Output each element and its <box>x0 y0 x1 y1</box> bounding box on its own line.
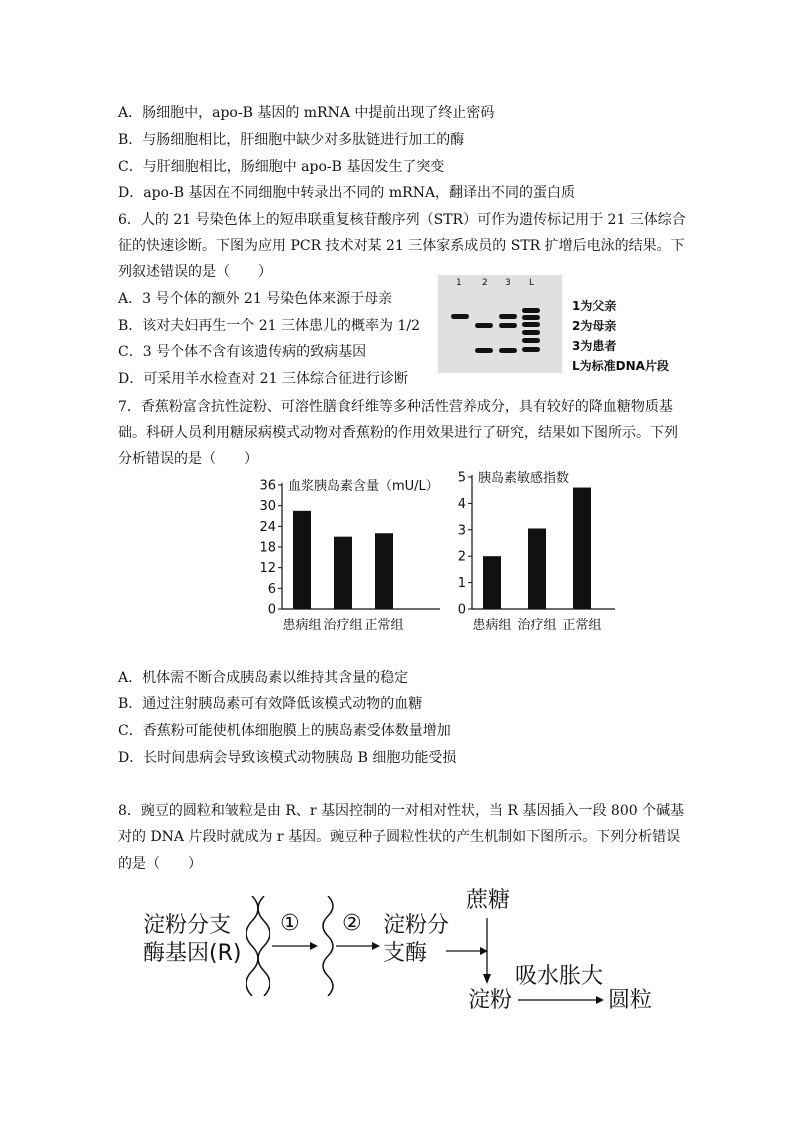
chart-title: 胰岛素敏感指数 <box>478 471 570 486</box>
bar <box>528 528 546 609</box>
sucrose-label: 蔗糖 <box>466 888 511 913</box>
gel-band <box>499 314 517 319</box>
gel-legend-ladder: L为标准DNA片段 <box>572 359 669 373</box>
arrow-right-icon <box>270 940 320 952</box>
x-tick-label: 治疗组 <box>323 618 363 633</box>
dna-double-helix-icon <box>246 896 270 996</box>
bar <box>293 511 311 609</box>
q6-stem-line-2: 征的快速诊断。下图为应用 PCR 技术对某 21 三体家系成员的 STR 扩增后电泳的结果。下 <box>118 238 685 254</box>
q7-stem-line-1: 7．香蕉粉富含抗性淀粉、可溶性膳食纤维等多种活性营养成分，具有较好的降血糖物质基 <box>118 399 673 415</box>
q7-stem-line-2: 础。科研人员利用糖尿病模式动物对香蕉粉的作用效果进行了研究，结果如下图所示。下列 <box>118 425 678 441</box>
gel-band <box>475 348 493 353</box>
gel-legend-father: 1为父亲 <box>572 299 617 313</box>
y-tick-label: 6 <box>267 581 276 597</box>
q6-option-a: A．3 号个体的额外 21 号染色体来源于母亲 <box>118 291 393 307</box>
q8-stem-line-2: 对的 DNA 片段时就成为 r 基因。豌豆种子圆粒性状的产生机制如下图所示。下列分析错误 <box>118 829 681 845</box>
bar <box>334 537 352 609</box>
starch-label: 淀粉 <box>468 988 513 1013</box>
bar <box>573 488 591 609</box>
step-2-label: ② <box>342 911 362 936</box>
insulin-content-chart <box>250 468 450 643</box>
y-tick-label: 5 <box>457 470 466 486</box>
ladder-band <box>522 308 540 313</box>
q5-option-b: B．与肠细胞相比，肝细胞中缺少对多肽链进行加工的酶 <box>118 132 465 148</box>
bar <box>483 556 501 609</box>
enzyme-label <box>383 912 449 968</box>
round-seed-label: 圆粒 <box>608 988 653 1013</box>
q8-stem-line-1: 8．豌豆的圆粒和皱粒是由 R、r 基因控制的一对相对性状，当 R 基因插入一段 800 个碱基 <box>118 803 685 819</box>
x-tick-label: 正常组 <box>562 618 602 633</box>
x-tick-label: 正常组 <box>364 618 404 633</box>
lane-label-3: 3 <box>505 278 511 288</box>
electrophoresis-gel <box>438 275 562 373</box>
gel-band <box>451 314 469 319</box>
ladder-band <box>522 315 540 320</box>
x-tick-label: 治疗组 <box>517 618 557 633</box>
q5-option-d: D．apo-B 基因在不同细胞中转录出不同的 mRNA，翻译出不同的蛋白质 <box>118 185 576 201</box>
x-tick-label: 患病组 <box>282 618 322 633</box>
y-tick-label: 0 <box>457 602 466 618</box>
ladder-band <box>522 347 540 352</box>
q5-option-c: C．与肝细胞相比，肠细胞中 apo-B 基因发生了突变 <box>118 159 445 175</box>
swell-label: 吸水胀大 <box>515 964 604 989</box>
q6-option-d: D．可采用羊水检查对 21 三体综合征进行诊断 <box>118 371 408 387</box>
q7-stem-line-3: 分析错误的是（ ） <box>118 451 258 467</box>
gel-legend-mother: 2为母亲 <box>572 319 617 333</box>
q6-stem-line-1: 6．人的 21 号染色体上的短串联重复核苷酸序列（STR）可作为遗传标记用于 21 三体综合 <box>118 212 686 228</box>
ladder-band <box>522 338 540 343</box>
gel-legend-patient: 3为患者 <box>572 339 617 353</box>
y-tick-label: 3 <box>457 523 466 539</box>
q7-option-d: D．长时间患病会导致该模式动物胰岛 B 细胞功能受损 <box>118 750 457 766</box>
q5-option-a: A．肠细胞中，apo-B 基因的 mRNA 中提前出现了终止密码 <box>118 105 495 121</box>
arrow-right-icon <box>516 994 608 1006</box>
y-tick-label: 36 <box>259 478 276 494</box>
gel-band <box>499 323 517 328</box>
y-tick-label: 0 <box>267 602 276 618</box>
gene-label-line-1: 淀粉分支 <box>143 913 232 938</box>
enzyme-label-line-1: 淀粉分 <box>383 913 450 938</box>
enzyme-label-line-2: 支酶 <box>383 941 428 966</box>
q7-option-c: C．香蕉粉可能使机体细胞膜上的胰岛素受体数量增加 <box>118 723 451 739</box>
ladder-band <box>522 330 540 335</box>
arrow-right-icon <box>334 940 382 952</box>
q6-stem-line-3: 列叙述错误的是（ ） <box>118 264 272 280</box>
step-1-label: ① <box>280 911 300 936</box>
lane-label-1: 1 <box>456 278 462 288</box>
gel-band <box>499 348 517 353</box>
y-tick-label: 30 <box>259 499 276 515</box>
q6-option-b: B．该对夫妇再生一个 21 三体患儿的概率为 1/2 <box>118 318 420 334</box>
q7-option-a: A．机体需不断合成胰岛素以维持其含量的稳定 <box>118 670 409 686</box>
bar <box>375 533 393 609</box>
ladder-band <box>522 322 540 327</box>
y-tick-label: 18 <box>259 540 276 556</box>
gel-band <box>475 323 493 328</box>
gene-label-line-2: 酶基因(R) <box>143 941 242 966</box>
y-tick-label: 2 <box>457 549 466 565</box>
x-tick-label: 患病组 <box>472 618 512 633</box>
gene-label <box>143 912 241 968</box>
y-tick-label: 24 <box>259 519 276 535</box>
y-tick-label: 1 <box>457 576 466 592</box>
y-tick-label: 12 <box>259 561 276 577</box>
arrow-down-icon <box>481 916 493 986</box>
lane-label-l: L <box>529 278 535 288</box>
chart-title: 血浆胰岛素含量（mU/L） <box>288 479 439 494</box>
q6-option-c: C．3 号个体不含有该遗传病的致病基因 <box>118 344 367 360</box>
q7-option-b: B．通过注射胰岛素可有效降低该模式动物的血糖 <box>118 696 423 712</box>
y-tick-label: 4 <box>457 496 466 512</box>
q8-stem-line-3: 的是（ ） <box>118 856 202 872</box>
lane-label-2: 2 <box>482 278 488 288</box>
insulin-sensitivity-chart <box>450 468 620 643</box>
